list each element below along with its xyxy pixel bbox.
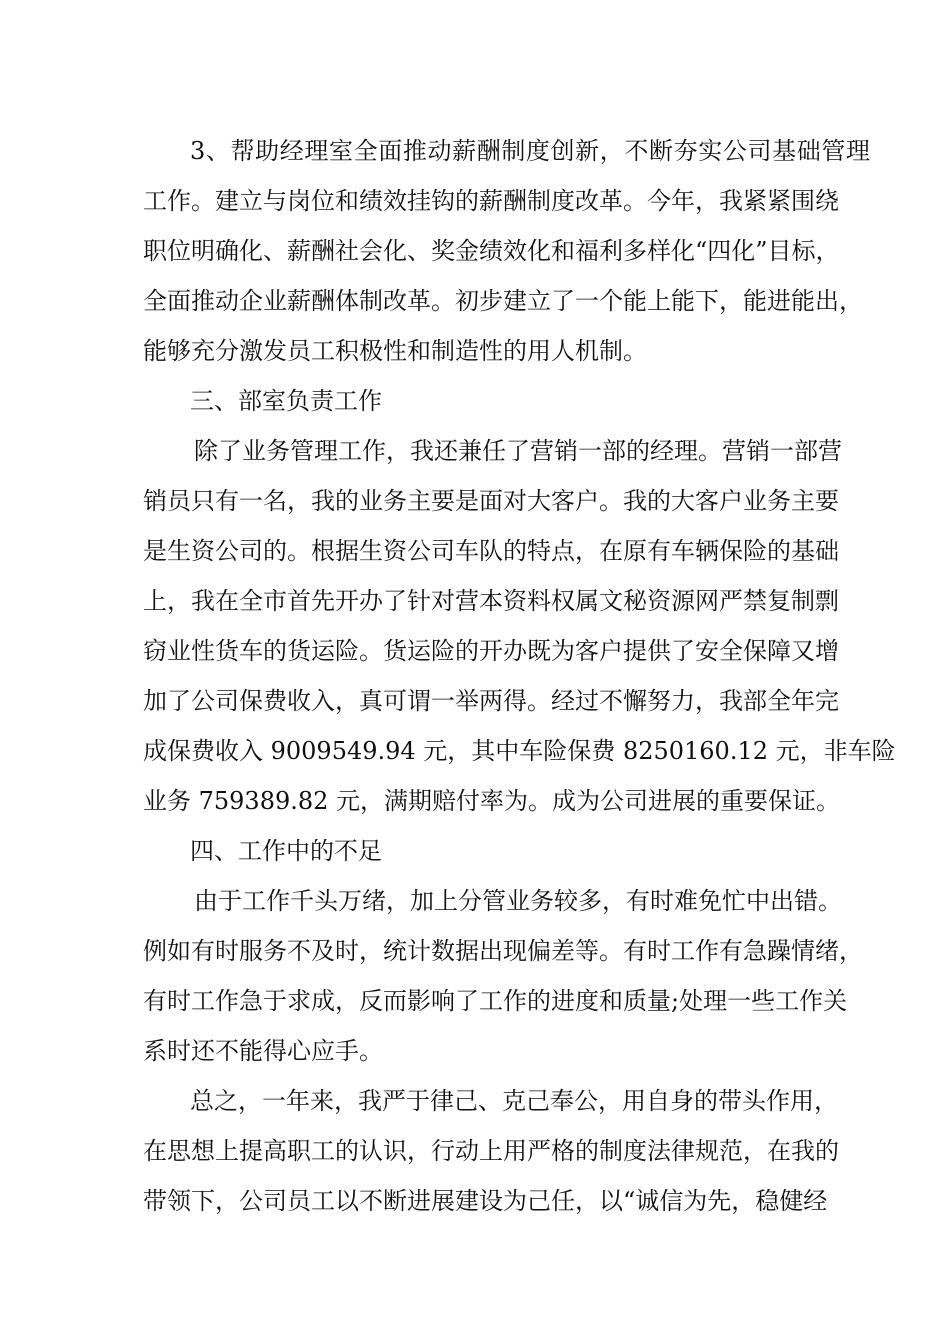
paragraph-line: 能够充分激发员工积极性和制造性的用人机制。 xyxy=(143,337,647,365)
paragraph-line: 窃业性货车的货运险。货运险的开办既为客户提供了安全保障又增 xyxy=(143,637,839,665)
paragraph-line: 业务 759389.82 元，满期赔付率为。成为公司进展的重要保证。 xyxy=(143,787,841,815)
paragraph-line: 是生资公司的。根据生资公司车队的特点，在原有车辆保险的基础 xyxy=(143,537,839,565)
paragraph-line: 在思想上提高职工的认识，行动上用严格的制度法律规范，在我的 xyxy=(143,1137,839,1165)
paragraph-line: 销员只有一名，我的业务主要是面对大客户。我的大客户业务主要 xyxy=(143,487,839,515)
paragraph-line: 加了公司保费收入，真可谓一举两得。经过不懈努力，我部全年完 xyxy=(143,687,839,715)
paragraph-line: 3、帮助经理室全面推动薪酬制度创新，不断夯实公司基础管理 xyxy=(190,137,870,165)
section-heading: 四、工作中的不足 xyxy=(190,837,382,865)
paragraph-line: 有时工作急于求成，反而影响了工作的进度和质量;处理一些工作关 xyxy=(143,987,848,1015)
paragraph-line: 职位明确化、薪酬社会化、奖金绩效化和福利多样化“四化”目标， xyxy=(143,237,840,265)
paragraph-line: 全面推动企业薪酬体制改革。初步建立了一个能上能下，能进能出， xyxy=(143,287,863,315)
paragraph-line: 系时还不能得心应手。 xyxy=(143,1037,383,1065)
section-heading: 三、部室负责工作 xyxy=(190,387,382,415)
paragraph-line: 总之，一年来，我严于律己、克己奉公，用自身的带头作用， xyxy=(190,1087,838,1115)
paragraph-line: 工作。建立与岗位和绩效挂钩的薪酬制度改革。今年，我紧紧围绕 xyxy=(143,187,839,215)
paragraph-line: 除了业务管理工作，我还兼任了营销一部的经理。营销一部营 xyxy=(194,437,842,465)
paragraph-line: 由于工作千头万绪，加上分管业务较多，有时难免忙中出错。 xyxy=(194,887,842,915)
paragraph-line: 成保费收入 9009549.94 元，其中车险保费 8250160.12 元，非车险 xyxy=(143,737,896,765)
paragraph-line: 例如有时服务不及时，统计数据出现偏差等。有时工作有急躁情绪， xyxy=(143,937,863,965)
paragraph-line: 上，我在全市首先开办了针对营本资料权属文秘资源网严禁复制剽 xyxy=(143,587,839,615)
paragraph-line: 带领下，公司员工以不断进展建设为己任，以“诚信为先，稳健经 xyxy=(143,1187,828,1215)
